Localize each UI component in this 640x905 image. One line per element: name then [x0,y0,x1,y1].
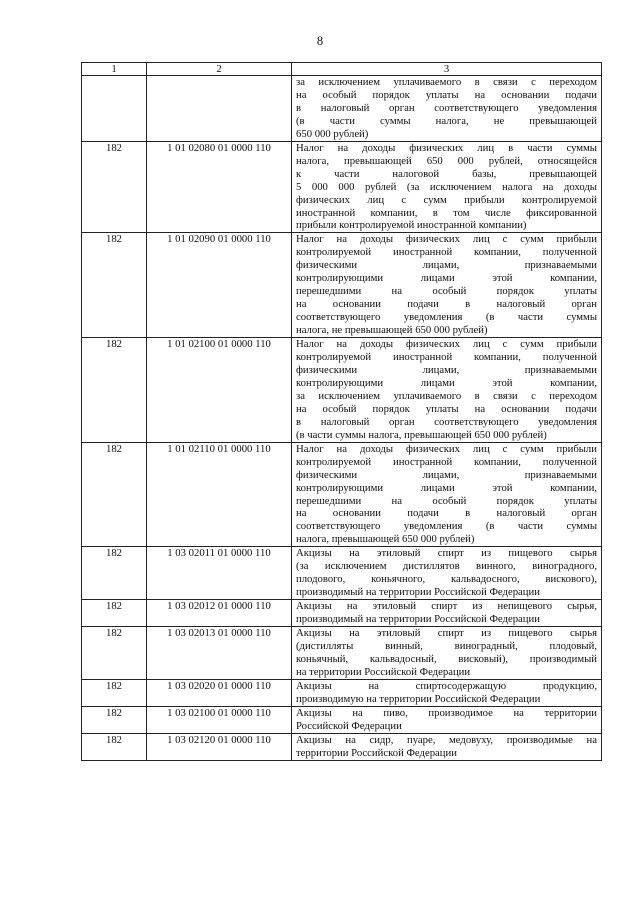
table-header [82,63,602,76]
text-line: контролируемой иностранной компании, полученной [296,246,597,259]
text-line: за исключением уплачиваемого в связи с переходом [296,76,597,88]
text-line: Российской Федерации [296,719,402,732]
text-line: к части налоговой базы, превышающей [296,167,597,180]
admin-code-cell [82,76,147,142]
text-line: налога, не превышающей 650 000 рублей) [296,324,488,337]
text-line: Акцизы на сидр, пуаре, медовуху, производимые на [296,733,597,746]
table-row [82,547,602,600]
text-line: соответствующего уведомления (в части суммы [296,311,597,324]
budget-code-cell: 1 03 02100 01 0000 110 [147,706,292,733]
text-line: производимый на территории Российской Федерации [296,613,540,626]
budget-code-cell: 1 01 02110 01 0000 110 [147,442,292,547]
admin-code-cell: 182 [82,547,147,600]
text-line: на территории Российской Федерации [296,665,471,678]
text-line: физическими лицами, признаваемыми [296,259,597,272]
budget-code-cell: 1 01 02090 01 0000 110 [147,233,292,338]
text-line: производимый на территории Российской Федерации [296,586,540,599]
text-line: физическими лицами, признаваемыми [296,468,597,481]
text-line: Акцизы на этиловый спирт из непищевого сырья, [296,600,597,613]
text-line: Акцизы на этиловый спирт из пищевого сырья [296,627,597,640]
admin-code-cell: 182 [82,733,147,760]
text-line: перешедшими на особый порядок уплаты [296,494,597,507]
budget-code-cell: 1 03 02013 01 0000 110 [147,627,292,680]
text-line: 650 000 рублей) [296,127,369,140]
text-line: в налоговый орган соответствующего уведомления [296,415,597,428]
budget-code-cell: 1 03 02020 01 0000 110 [147,679,292,706]
table-row [82,600,602,627]
text-line: контролируемой иностранной компании, полученной [296,455,597,468]
text-line: территории Российской Федерации [296,746,457,759]
text-line: на особый порядок уплаты на основании подачи [296,88,597,101]
income-name-cell [292,706,602,733]
text-line: на основании подачи в налоговый орган [296,298,597,311]
admin-code-cell: 182 [82,627,147,680]
text-line: (за исключением дистиллятов винного, виноградного, [296,560,597,573]
text-line: перешедшими на особый порядок уплаты [296,285,597,298]
text-line: коньячный, кальвадосный, висковый), производимый [296,652,597,665]
table-row [82,76,602,142]
income-name-cell [292,442,602,547]
table-row [82,338,602,443]
text-line: контролируемой иностранной компании, полученной [296,351,597,364]
table-body [82,76,602,761]
budget-code-cell: 1 03 02011 01 0000 110 [147,547,292,600]
text-line: иностранной компании, в том числе фиксированной [296,206,597,219]
header-column-2: 2 [147,63,292,76]
budget-code-cell: 1 01 02080 01 0000 110 [147,141,292,233]
income-name-cell [292,547,602,600]
table-row [82,141,602,233]
text-line: Налог на доходы физических лиц в части суммы [296,141,597,154]
income-name-cell [292,338,602,443]
table-row [82,679,602,706]
text-line: физическими лицами, признаваемыми [296,363,597,376]
admin-code-cell: 182 [82,233,147,338]
header-row [82,63,602,76]
text-line: соответствующего уведомления (в части суммы [296,520,597,533]
income-name-cell [292,627,602,680]
admin-code-cell: 182 [82,600,147,627]
text-line: контролирующими лицами этой компании, [296,272,597,285]
income-name-cell [292,733,602,760]
text-line: Налог на доходы физических лиц с сумм прибыли [296,233,597,246]
text-line: прибыли контролируемой иностранной компании) [296,219,527,232]
table-row [82,733,602,760]
table-row [82,442,602,547]
text-line: на основании подачи в налоговый орган [296,507,597,520]
income-name-cell [292,141,602,233]
budget-classification-table [81,62,602,761]
text-line: 5 000 000 рублей (за исключением налога на доходы [296,180,597,193]
budget-code-cell [147,76,292,142]
admin-code-cell: 182 [82,338,147,443]
admin-code-cell: 182 [82,141,147,233]
text-line: контролирующими лицами этой компании, [296,481,597,494]
text-line: Налог на доходы физических лиц с сумм прибыли [296,442,597,455]
header-column-3: 3 [292,63,602,76]
income-name-cell [292,76,602,142]
text-line: налога, превышающей 650 000 рублей, относящейся [296,154,597,167]
income-name-cell [292,600,602,627]
text-line: (в части суммы налога, не превышающей [296,114,597,127]
text-line: контролирующими лицами этой компании, [296,376,597,389]
budget-code-cell: 1 01 02100 01 0000 110 [147,338,292,443]
header-column-1: 1 [82,63,147,76]
text-line: за исключением уплачиваемого в связи с переходом [296,389,597,402]
text-line: Акцизы на пиво, производимое на территории [296,706,597,719]
text-line: Налог на доходы физических лиц с сумм прибыли [296,338,597,351]
text-line: (дистилляты винный, виноградный, плодовый, [296,639,597,652]
table-row [82,233,602,338]
text-line: Акцизы на спиртосодержащую продукцию, [296,679,597,692]
page-number: 8 [316,34,324,48]
text-line: в налоговый орган соответствующего уведомления [296,101,597,114]
admin-code-cell: 182 [82,442,147,547]
text-line: (в части суммы налога, превышающей 650 000 рублей) [296,428,547,441]
text-line: Акцизы на этиловый спирт из пищевого сырья [296,547,597,560]
admin-code-cell: 182 [82,706,147,733]
text-line: налога, превышающей 650 000 рублей) [296,533,475,546]
admin-code-cell: 182 [82,679,147,706]
income-name-cell [292,679,602,706]
budget-code-cell: 1 03 02012 01 0000 110 [147,600,292,627]
budget-code-cell: 1 03 02120 01 0000 110 [147,733,292,760]
income-name-cell [292,233,602,338]
table-row [82,627,602,680]
table-row [82,706,602,733]
text-line: производимую на территории Российской Федерации [296,692,541,705]
text-line: плодового, коньячного, кальвадосного, вискового), [296,573,597,586]
text-line: физических лиц с сумм прибыли контролируемой [296,193,597,206]
text-line: на особый порядок уплаты на основании подачи [296,402,597,415]
